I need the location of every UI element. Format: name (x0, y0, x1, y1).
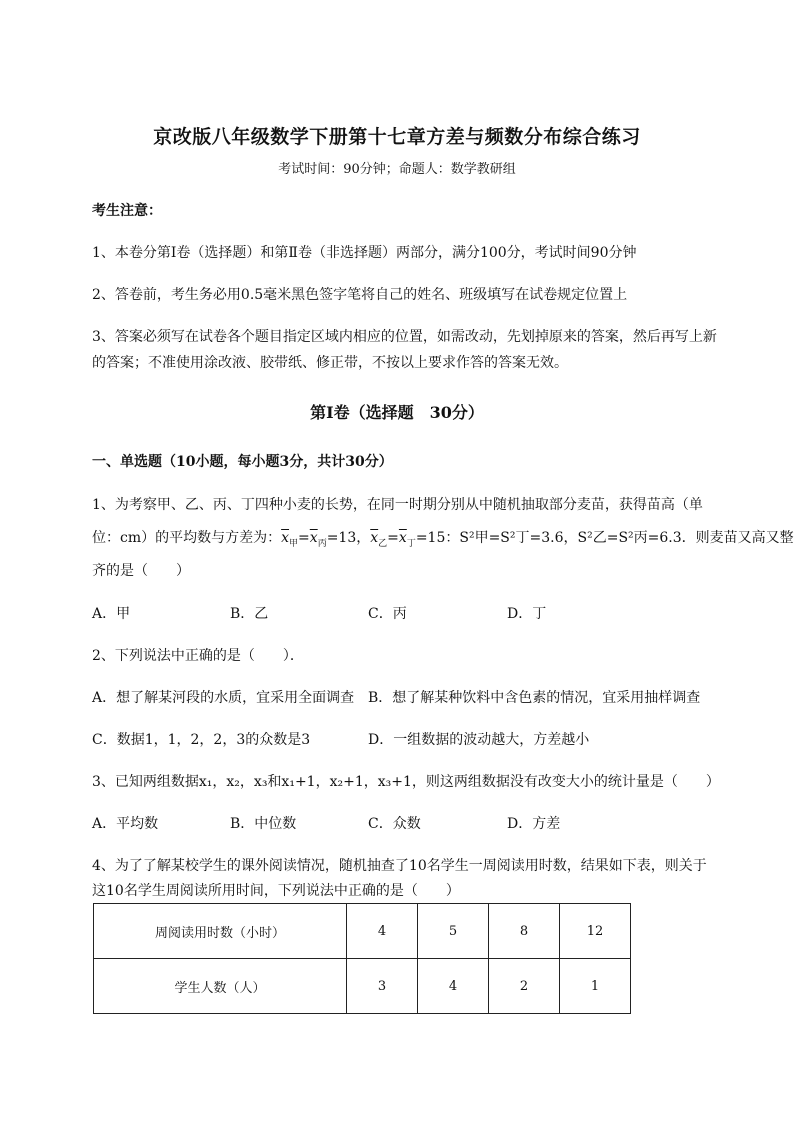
q1-text-a: 位：cm）的平均数与方差为： (92, 530, 282, 546)
q1-x-jia: $\overline{x}$ (281, 530, 290, 546)
q1-option-c[interactable]: C．丙 (368, 606, 407, 622)
q1-sub-bing: 丙 (317, 538, 327, 549)
page-subtitle: 考试时间：90分钟；命题人：数学教研组 (278, 162, 516, 177)
table-header-students: 学生人数（人） (94, 959, 347, 1014)
q3-option-b[interactable]: B．中位数 (230, 816, 297, 832)
notice-item-2: 2、答卷前，考生务必用0.5毫米黑色签字笔将自己的姓名、班级填写在试卷规定位置上 (92, 287, 628, 303)
q1-sub-ding: 丁 (406, 538, 416, 549)
q1-val-2: =15： (415, 530, 460, 546)
q1-line-1: 1、为考察甲、乙、丙、丁四种小麦的长势，在同一时期分别从中随机抽取部分麦苗，获得苗高（单 (92, 497, 703, 513)
section-title: 第Ⅰ卷（选择题 30分） (310, 403, 484, 422)
table-row (94, 904, 631, 959)
q1-x-bing: $\overline{x}$ (309, 530, 318, 546)
q4-line-2: 这10名学生周阅读所用时间，下列说法中正确的是（ ） (92, 883, 460, 899)
table-row (94, 959, 631, 1014)
q3-stem: 3、已知两组数据x₁，x₂，x₃和x₁+1，x₂+1，x₃+1，则这两组数据没有改变大小的统计量是（ ） (92, 774, 720, 790)
q2-option-c[interactable]: C．数据1，1，2，2，3的众数是3 (92, 732, 311, 748)
notice-item-3-cont: 的答案；不准使用涂改液、胶带纸、修正带，不按以上要求作答的答案无效。 (92, 355, 568, 371)
q1-sub-jia: 甲 (289, 538, 299, 549)
notice-item-1: 1、本卷分第Ⅰ卷（选择题）和第Ⅱ卷（非选择题）两部分，满分100分，考试时间90分钟 (92, 245, 637, 261)
table-cell: 3 (347, 959, 418, 1014)
q1-option-d[interactable]: D．丁 (507, 606, 547, 622)
q1-val-1: =13， (326, 530, 371, 546)
notice-heading: 考生注意： (92, 203, 162, 219)
q2-option-b[interactable]: B．想了解某种饮料中含色素的情况，宜采用抽样调查 (368, 690, 701, 706)
q3-option-c[interactable]: C．众数 (368, 816, 421, 832)
table-cell: 5 (418, 904, 489, 959)
q3-option-d[interactable]: D．方差 (507, 816, 561, 832)
table-cell: 1 (560, 959, 631, 1014)
table-cell: 2 (489, 959, 560, 1014)
q2-option-d[interactable]: D．一组数据的波动越大，方差越小 (368, 732, 590, 748)
q1-sub-yi: 乙 (378, 538, 388, 549)
part-heading: 一、单选题（10小题，每小题3分，共计30分） (92, 454, 393, 470)
q1-option-a[interactable]: A．甲 (92, 606, 131, 622)
table-cell: 4 (347, 904, 418, 959)
q1-line-3: 齐的是（ ） (92, 563, 190, 579)
table-cell: 8 (489, 904, 560, 959)
q1-line-2 (92, 527, 794, 549)
q2-option-a[interactable]: A．想了解某河段的水质，宜采用全面调查 (92, 690, 355, 706)
q1-variance: S²甲=S²丁=3.6，S²乙=S²丙=6.3．则麦苗又高又整 (459, 530, 794, 546)
table-cell: 4 (418, 959, 489, 1014)
q1-x-ding: $\overline{x}$ (398, 530, 407, 546)
table-cell: 12 (560, 904, 631, 959)
table-header-hours: 周阅读用时数（小时） (94, 904, 347, 959)
q1-x-yi: $\overline{x}$ (370, 530, 379, 546)
reading-time-table (93, 903, 631, 1014)
notice-item-3: 3、答案必须写在试卷各个题目指定区域内相应的位置，如需改动，先划掉原来的答案，然后再写上新 (92, 329, 717, 345)
q1-option-b[interactable]: B．乙 (230, 606, 269, 622)
q2-stem: 2、下列说法中正确的是（ ）． (92, 648, 304, 664)
q4-line-1: 4、为了了解某校学生的课外阅读情况，随机抽查了10名学生一周阅读用时数，结果如下表，则关于 (92, 858, 707, 874)
q1-eq-1: = (298, 530, 310, 546)
q3-option-a[interactable]: A．平均数 (92, 816, 159, 832)
q1-eq-2: = (387, 530, 399, 546)
page-title: 京改版八年级数学下册第十七章方差与频数分布综合练习 (153, 126, 641, 148)
